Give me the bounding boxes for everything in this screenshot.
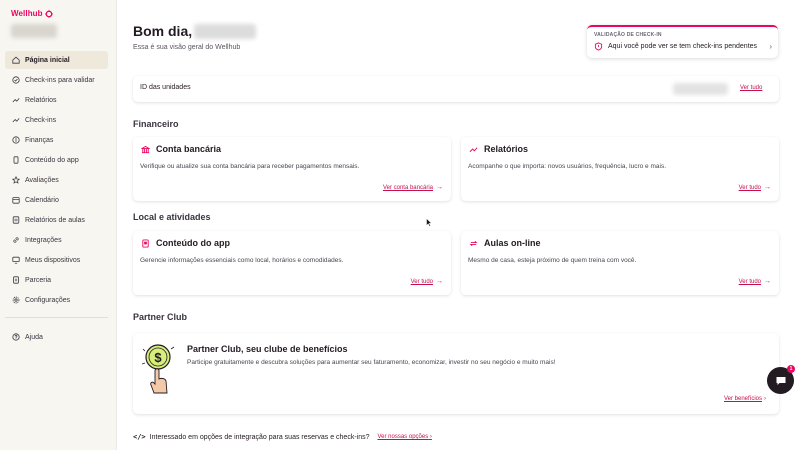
sidebar-item-pagina-inicial[interactable]	[5, 51, 108, 69]
sidebar-item-relatorios[interactable]	[5, 91, 108, 109]
online-classes-card[interactable]	[461, 231, 779, 295]
chevron-right-icon: ›	[764, 396, 766, 402]
phone-icon	[11, 156, 20, 165]
checkin-validation-title: VALIDAÇÃO DE CHECK-IN	[594, 32, 662, 38]
card-header	[141, 144, 221, 154]
sidebar-divider	[5, 317, 108, 318]
chevron-right-icon: ›	[769, 42, 772, 51]
see-all-online-classes-link[interactable]	[739, 278, 771, 285]
card-header	[469, 238, 541, 248]
shield-alert-icon	[594, 42, 603, 51]
sidebar-item-label: Relatórios de aulas	[25, 216, 85, 224]
document-icon	[11, 276, 20, 285]
integration-text: Interessado em opções de integração para suas reservas e check-ins?	[149, 433, 370, 441]
sidebar	[0, 0, 117, 450]
section-local-title: Local e atividades	[133, 212, 211, 222]
reports-card[interactable]	[461, 137, 779, 201]
logo-text: Wellhub	[11, 9, 43, 18]
sidebar-item-label: Relatórios	[25, 96, 57, 104]
trend-icon	[11, 116, 20, 125]
bank-account-card[interactable]	[133, 137, 451, 201]
page-subtitle: Essa é sua visão geral do Wellhub	[133, 44, 241, 51]
see-options-link[interactable]: Ver nossas opções ›	[377, 434, 432, 440]
sidebar-item-conteudo-app[interactable]	[5, 151, 108, 169]
sidebar-item-label: Configurações	[25, 296, 71, 304]
link-text: Ver conta bancária	[382, 184, 433, 191]
sidebar-item-avaliacoes[interactable]	[5, 171, 108, 189]
sync-icon	[469, 239, 478, 248]
link-text: Ver tudo	[738, 278, 761, 285]
code-icon: </>	[133, 433, 146, 441]
sidebar-item-label: Check-ins	[25, 116, 57, 124]
arrow-right-icon: →	[764, 278, 771, 285]
sidebar-item-label: Integrações	[25, 236, 62, 244]
sidebar-nav	[5, 51, 108, 348]
sidebar-item-label: Avaliações	[25, 176, 59, 184]
gear-icon	[11, 296, 20, 305]
bank-icon	[141, 145, 150, 154]
checkin-validation-row[interactable]	[594, 42, 772, 51]
mouse-cursor-icon	[426, 218, 432, 227]
star-icon	[11, 176, 20, 185]
sidebar-item-label: Check-ins para validar	[25, 76, 95, 84]
card-header	[469, 144, 528, 154]
section-financeiro-title: Financeiro	[133, 119, 179, 129]
monitor-icon	[11, 256, 20, 265]
help-icon	[11, 333, 20, 342]
card-description: Mesmo de casa, esteja próximo de quem treina com você.	[468, 257, 637, 264]
sidebar-item-ajuda[interactable]	[5, 328, 108, 346]
sidebar-item-label: Finanças	[25, 136, 54, 144]
sidebar-item-label: Conteúdo do app	[25, 156, 79, 164]
trend-icon	[11, 96, 20, 105]
dollar-circle-icon	[11, 136, 20, 145]
app-content-icon	[141, 239, 150, 248]
home-icon	[11, 56, 20, 65]
sidebar-item-meus-dispositivos[interactable]	[5, 251, 108, 269]
sidebar-item-label: Parceria	[25, 276, 52, 284]
page-title	[133, 23, 256, 39]
card-header	[141, 238, 230, 248]
arrow-right-icon: →	[436, 278, 443, 285]
card-description: Verifique ou atualize sua conta bancária para receber pagamentos mensais.	[140, 163, 360, 170]
sidebar-item-label: Página inicial	[25, 56, 70, 64]
trend-icon	[469, 145, 478, 154]
partner-club-card	[133, 333, 779, 414]
card-description: Gerencie informações essenciais como local, horários e comodidades.	[140, 257, 344, 264]
sidebar-item-label: Calendário	[25, 196, 59, 204]
list-icon	[11, 216, 20, 225]
money-coin-hand-icon	[142, 341, 178, 396]
card-title: Aulas on-line	[484, 238, 541, 248]
sidebar-item-label: Ajuda	[25, 333, 43, 341]
chat-icon	[775, 375, 787, 387]
account-name-blurred[interactable]	[11, 24, 57, 38]
card-description: Acompanhe o que importa: novos usuários, frequência, lucro e mais.	[468, 163, 666, 170]
partner-club-description: Participe gratuitamente e descubra soluções para aumentar seu faturamento, economizar, investir no seu negócio e muito mais!	[187, 359, 556, 366]
sidebar-item-integracoes[interactable]	[5, 231, 108, 249]
sidebar-item-checkins[interactable]	[5, 111, 108, 129]
sidebar-item-configuracoes[interactable]	[5, 291, 108, 309]
wellhub-logo[interactable]	[11, 9, 53, 18]
main-content	[118, 0, 800, 450]
link-text: Ver benefícios	[723, 396, 762, 402]
checkin-validation-card[interactable]	[587, 25, 778, 58]
card-title: Conta bancária	[156, 144, 222, 154]
sidebar-item-relatorios-aulas[interactable]	[5, 211, 108, 229]
app-content-card[interactable]	[133, 231, 451, 295]
sidebar-item-financas[interactable]	[5, 131, 108, 149]
see-all-app-content-link[interactable]	[411, 278, 443, 285]
user-name-blurred	[194, 24, 256, 39]
integration-banner	[133, 433, 432, 441]
units-label: ID das unidades	[140, 84, 191, 91]
card-title: Conteúdo do app	[156, 238, 230, 248]
section-partner-title: Partner Club	[133, 312, 188, 322]
link-text: Ver tudo	[738, 184, 761, 191]
sidebar-item-label: Meus dispositivos	[25, 256, 81, 264]
see-benefits-link[interactable]	[724, 396, 766, 402]
sidebar-item-checkins-validar[interactable]	[5, 71, 108, 89]
arrow-right-icon: →	[764, 184, 771, 191]
greeting-text: Bom dia,	[133, 23, 193, 39]
arrow-right-icon: →	[436, 184, 443, 191]
card-title: Relatórios	[484, 144, 529, 154]
sidebar-item-calendario[interactable]	[5, 191, 108, 209]
checkin-validation-message: Aqui você pode ver se tem check-ins pendentes	[608, 43, 758, 50]
chat-notification-badge: 1	[787, 365, 795, 373]
units-id-blurred	[673, 83, 728, 95]
location-check-icon	[11, 76, 20, 85]
wellhub-mark-icon	[45, 10, 53, 18]
svg-text:$: $	[154, 350, 162, 365]
units-bar	[133, 76, 779, 102]
units-see-all-link[interactable]: Ver tudo	[740, 85, 763, 91]
link-text: Ver nossas opções	[377, 434, 429, 440]
see-bank-account-link[interactable]	[383, 184, 443, 191]
link-text: Ver tudo	[410, 278, 433, 285]
see-all-reports-link[interactable]	[739, 184, 771, 191]
link-icon	[11, 236, 20, 245]
partner-club-title: Partner Club, seu clube de benefícios	[187, 344, 348, 354]
calendar-icon	[11, 196, 20, 205]
sidebar-item-parceria[interactable]	[5, 271, 108, 289]
